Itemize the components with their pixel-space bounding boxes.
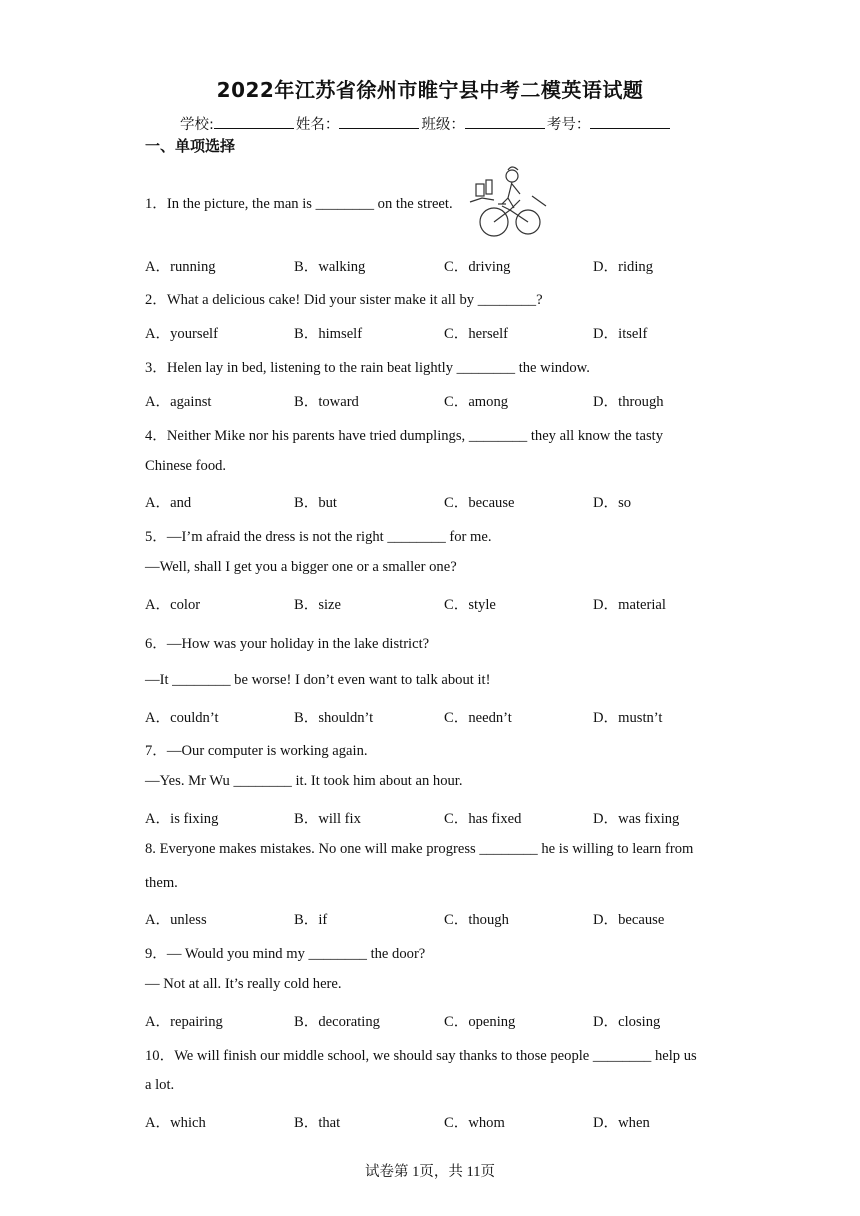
question-10-stem-line-2: a lot. [145,1077,175,1093]
q7-option-b[interactable]: B．will fix [294,811,361,827]
page-title: 2022年江苏省徐州市睢宁县中考二模英语试题 [216,78,644,102]
q4-option-d[interactable]: D．so [593,495,632,511]
q10-option-d[interactable]: D．when [593,1115,650,1131]
q2-option-c[interactable]: C．herself [444,326,509,342]
school-label: 学校: [180,117,214,133]
q3-option-b[interactable]: B．toward [294,394,359,410]
q9-option-a[interactable]: A．repairing [145,1014,223,1030]
q6-option-b[interactable]: B．shouldn’t [294,710,374,726]
q4-option-b[interactable]: B．but [294,495,337,511]
question-6-stem-line-2: —It ________ be worse! I don’t even want to talk about it! [145,672,491,688]
school-blank[interactable] [214,114,294,129]
q7-option-c[interactable]: C．has fixed [444,811,522,827]
question-2-stem: 2．What a delicious cake! Did your sister make it all by ________? [145,292,543,308]
q1-option-a[interactable]: A．running [145,259,216,275]
question-7-stem-line-2: —Yes. Mr Wu ________ it. It took him about an hour. [145,773,463,789]
q3-option-d[interactable]: D．through [593,394,664,410]
q2-option-d[interactable]: D．itself [593,326,648,342]
q3-option-c[interactable]: C．among [444,394,509,410]
q9-option-b[interactable]: B．decorating [294,1014,380,1030]
q10-option-a[interactable]: A．which [145,1115,206,1131]
name-blank[interactable] [339,114,419,129]
q3-option-a[interactable]: A．against [145,394,212,410]
q5-option-a[interactable]: A．color [145,597,201,613]
q1-option-d[interactable]: D．riding [593,259,653,275]
q5-option-c[interactable]: C．style [444,597,496,613]
q5-option-b[interactable]: B．size [294,597,342,613]
q10-option-b[interactable]: B．that [294,1115,341,1131]
q6-option-a[interactable]: A．couldn’t [145,710,219,726]
q4-option-a[interactable]: A．and [145,495,192,511]
question-8-stem-line-1: 8. Everyone makes mistakes. No one will make progress ________ he is willing to learn from [145,841,694,857]
q10-option-c[interactable]: C．whom [444,1115,505,1131]
q6-option-c[interactable]: C．needn’t [444,710,512,726]
question-9-stem-line-2: — Not at all. It’s really cold here. [145,976,342,992]
question-4-stem-line-2: Chinese food. [145,458,227,474]
student-info-line [180,113,672,134]
q2-option-b[interactable]: B．himself [294,326,363,342]
question-7-stem-line-1: 7．—Our computer is working again. [145,743,368,759]
q1-option-b[interactable]: B．walking [294,259,366,275]
question-10-stem-line-1: 10．We will finish our middle school, we should say thanks to those people ________ help us [145,1048,697,1064]
q9-option-c[interactable]: C．opening [444,1014,516,1030]
q6-option-d[interactable]: D．mustn’t [593,710,663,726]
section-heading: 一、单项选择 [145,137,236,155]
q7-option-d[interactable]: D．was fixing [593,811,680,827]
page-footer: 试卷第 1页，共 11页 [365,1164,495,1180]
q7-option-a[interactable]: A．is fixing [145,811,219,827]
class-blank[interactable] [465,114,545,129]
name-label: 姓名： [295,117,340,133]
exam-number-blank[interactable] [590,114,670,129]
q8-option-d[interactable]: D．because [593,912,665,928]
question-1-stem: 1．In the picture, the man is ________ on the street. [145,196,453,212]
class-label: 班级： [421,117,465,133]
q2-option-a[interactable]: A．yourself [145,326,218,342]
q1-option-c[interactable]: C．driving [444,259,511,275]
question-4-stem-line-1: 4．Neither Mike nor his parents have tried dumplings, ________ they all know the tasty [145,428,663,444]
q4-option-c[interactable]: C．because [444,495,515,511]
q8-option-c[interactable]: C．though [444,912,509,928]
question-5-stem-line-1: 5．—I’m afraid the dress is not the right ________ for me. [145,529,492,545]
q8-option-a[interactable]: A．unless [145,912,207,928]
q5-option-d[interactable]: D．material [593,597,666,613]
exam-number-label: 考号： [546,117,591,133]
question-3-stem: 3．Helen lay in bed, listening to the rain beat lightly ________ the window. [145,360,590,376]
q9-option-d[interactable]: D．closing [593,1014,661,1030]
bicycle-rider-icon [468,162,548,242]
question-5-stem-line-2: —Well, shall I get you a bigger one or a smaller one? [145,559,457,575]
question-9-stem-line-1: 9．— Would you mind my ________ the door? [145,946,426,962]
question-6-stem-line-1: 6．—How was your holiday in the lake district? [145,636,430,652]
q8-option-b[interactable]: B．if [294,912,328,928]
question-8-stem-line-2: them. [145,875,178,891]
